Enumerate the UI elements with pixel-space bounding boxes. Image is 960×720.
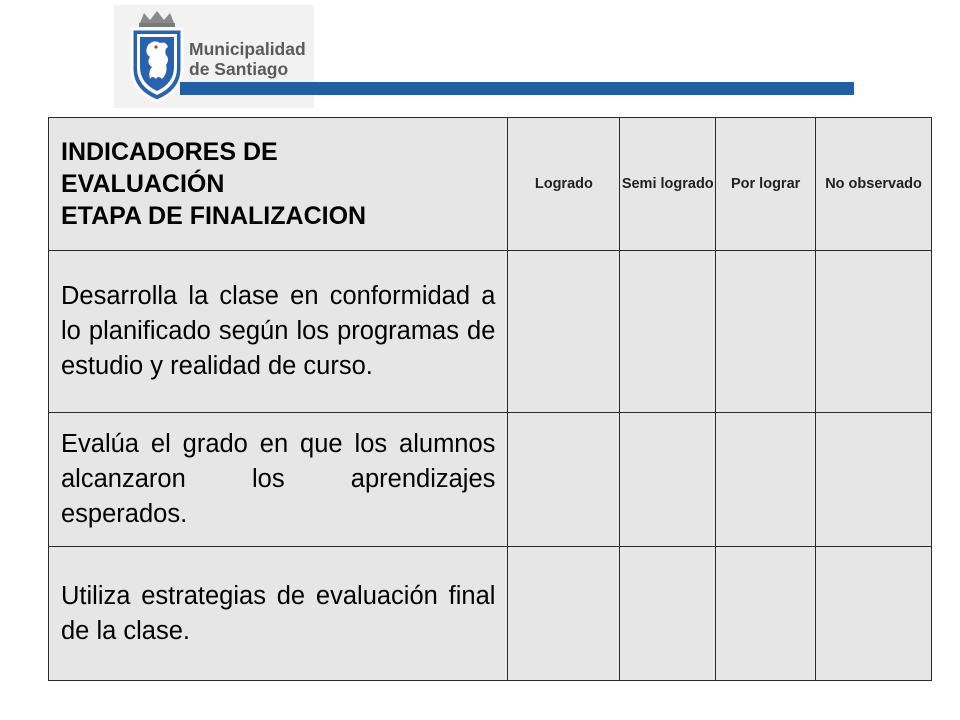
rating-cell-semi-logrado[interactable] — [620, 413, 716, 547]
rating-cell-no-observado[interactable] — [816, 413, 932, 547]
rating-cell-por-lograr[interactable] — [716, 251, 816, 413]
logo-line-1: Municipalidad — [189, 39, 306, 59]
coat-of-arms-icon — [126, 9, 188, 103]
table-header-row — [49, 118, 932, 251]
rating-cell-por-lograr[interactable] — [716, 547, 816, 681]
logo-line-2: de Santiago — [189, 59, 289, 79]
header-line-2: EVALUACIÓN — [61, 170, 225, 198]
header-line-3: ETAPA DE FINALIZACION — [61, 202, 367, 230]
criterion-text: Utiliza estrategias de evaluación final de la clase. — [49, 547, 508, 681]
rating-cell-logrado[interactable] — [508, 547, 620, 681]
criterion-text: Evalúa el grado en que los alumnos alcanzaron los aprendizajes esperados. — [49, 413, 508, 547]
evaluation-table — [48, 117, 932, 681]
rating-cell-no-observado[interactable] — [816, 251, 932, 413]
table-row — [49, 251, 932, 413]
column-header-logrado: Logrado — [508, 118, 620, 251]
rating-cell-semi-logrado[interactable] — [620, 251, 716, 413]
column-header-semi-logrado: Semi logrado — [620, 118, 716, 251]
header-bar — [180, 82, 854, 95]
rating-cell-logrado[interactable] — [508, 251, 620, 413]
rating-cell-semi-logrado[interactable] — [620, 547, 716, 681]
table-row — [49, 413, 932, 547]
header-line-1: INDICADORES DE — [61, 138, 278, 166]
column-header-por-lograr: Por lograr — [716, 118, 816, 251]
indicators-header — [49, 118, 508, 251]
table-row — [49, 547, 932, 681]
rating-cell-por-lograr[interactable] — [716, 413, 816, 547]
criterion-text: Desarrolla la clase en conformidad a lo planificado según los programas de estudio y realidad de curso. — [49, 251, 508, 413]
rating-cell-logrado[interactable] — [508, 413, 620, 547]
column-header-no-observado: No observado — [816, 118, 932, 251]
rating-cell-no-observado[interactable] — [816, 547, 932, 681]
municipality-name — [189, 39, 306, 79]
